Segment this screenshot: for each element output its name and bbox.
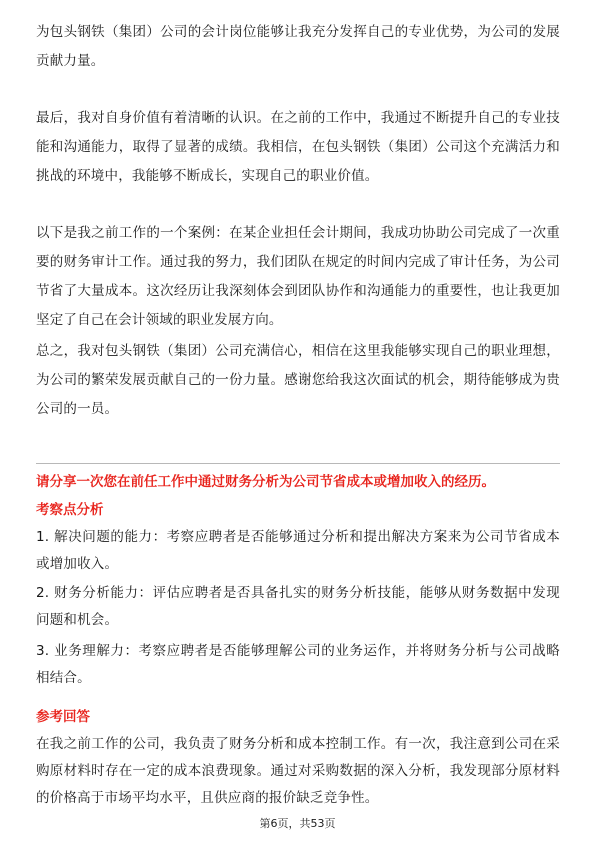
analysis-item-2: 2. 财务分析能力：评估应聘者是否具备扎实的财务分析技能，能够从财务数据中发现问题和机会。	[36, 585, 560, 628]
page-number-footer: 第6页，共53页	[259, 817, 336, 830]
body-paragraph-4: 总之，我对包头钢铁（集团）公司充满信心，相信在这里我能够实现自己的职业理想，为公司的繁荣发展贡献自己的一份力量。感谢您给我这次面试的机会，期待能够成为贵公司的一员。	[36, 343, 560, 417]
analysis-item-3: 3. 业务理解力：考察应聘者是否能够理解公司的业务运作，并将财务分析与公司战略相结合。	[36, 643, 560, 686]
analysis-heading: 考察点分析	[36, 502, 104, 518]
interview-question: 请分享一次您在前任工作中通过财务分析为公司节省成本或增加收入的经历。	[36, 474, 495, 490]
body-paragraph-2: 最后，我对自身价值有着清晰的认识。在之前的工作中，我通过不断提升自己的专业技能和沟通能力，取得了显著的成绩。我相信，在包头钢铁（集团）公司这个充满活力和挑战的环境中，我能够不断成长，实现自己的职业价值。	[36, 110, 560, 184]
reference-heading: 参考回答	[36, 709, 90, 725]
reference-answer: 在我之前工作的公司，我负责了财务分析和成本控制工作。有一次，我注意到公司在采购原材料时存在一定的成本浪费现象。通过对采购数据的深入分析，我发现部分原材料的价格高于市场平均水平，且供应商的报价缺乏竞争性。	[36, 736, 560, 806]
body-paragraph-3: 以下是我之前工作的一个案例：在某企业担任会计期间，我成功协助公司完成了一次重要的财务审计工作。通过我的努力，我们团队在规定的时间内完成了审计任务，为公司节省了大量成本。这次经历让我深刻体会到团队协作和沟通能力的重要性，也让我更加坚定了自己在会计领域的职业发展方向。	[36, 225, 560, 328]
analysis-item-1: 1. 解决问题的能力：考察应聘者是否能够通过分析和提出解决方案来为公司节省成本或增加收入。	[36, 529, 560, 572]
body-paragraph-1: 为包头钢铁（集团）公司的会计岗位能够让我充分发挥自己的专业优势，为公司的发展贡献力量。	[36, 24, 560, 69]
section-divider	[36, 463, 560, 464]
